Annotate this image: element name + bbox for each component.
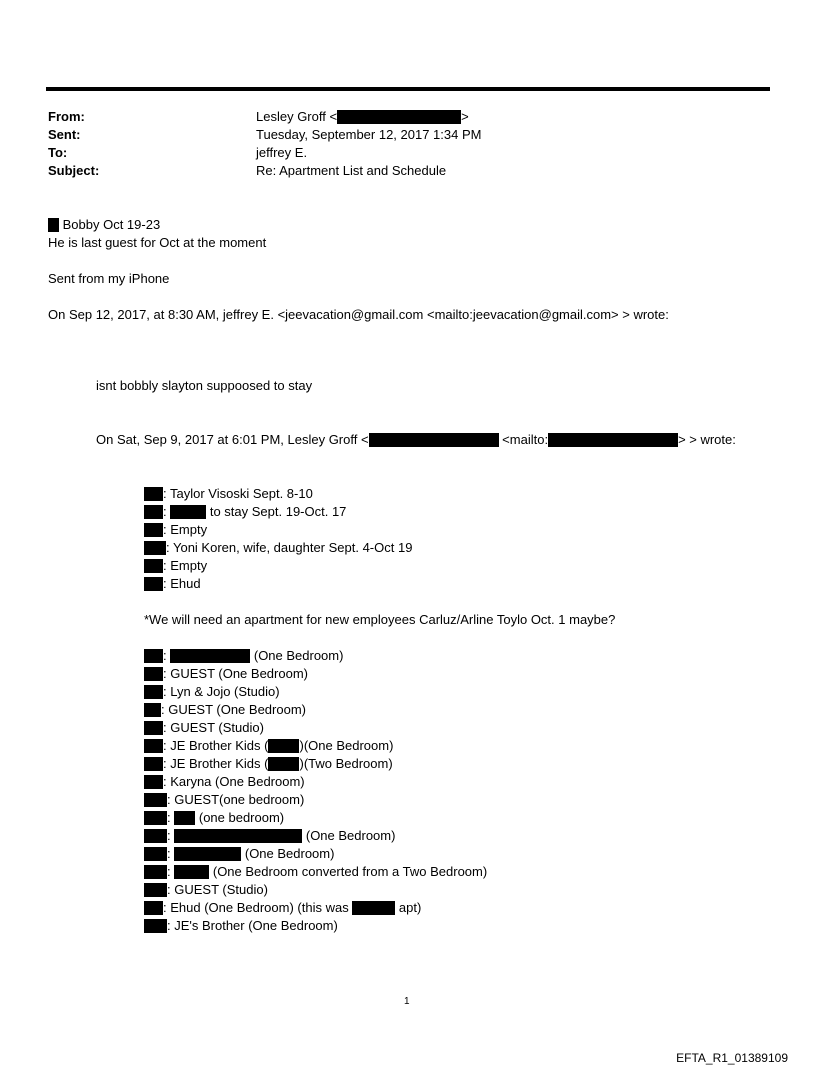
apartment-line: : (One Bedroom) — [144, 647, 343, 665]
from-value: Lesley Groff < > — [256, 109, 469, 124]
apartment-line: : Lyn & Jojo (Studio) — [144, 683, 280, 701]
apartment-line: : GUEST (One Bedroom) — [144, 665, 308, 683]
redaction — [174, 847, 241, 861]
apartment-line: : (one bedroom) — [144, 809, 284, 827]
redaction — [268, 739, 299, 753]
apartment-line: : GUEST(one bedroom) — [144, 791, 304, 809]
new-employees-note: *We will need an apartment for new employees Carluz/Arline Toylo Oct. 1 maybe? — [144, 612, 616, 627]
apartment-line: : GUEST (One Bedroom) — [144, 701, 306, 719]
redaction — [144, 847, 167, 861]
redaction — [144, 775, 163, 789]
subject-label: Subject: — [48, 163, 100, 178]
redaction — [144, 721, 163, 735]
redaction — [144, 865, 167, 879]
schedule-line: : to stay Sept. 19-Oct. 17 — [144, 503, 346, 521]
from-label: From: — [48, 109, 85, 124]
redaction — [352, 901, 395, 915]
redaction — [268, 757, 299, 771]
redaction — [170, 649, 250, 663]
schedule-line: : Empty — [144, 557, 207, 575]
redaction — [144, 523, 163, 537]
schedule-line: : Empty — [144, 521, 207, 539]
redaction — [144, 577, 163, 591]
redaction — [144, 793, 167, 807]
redaction — [144, 667, 163, 681]
reply-line-2: He is last guest for Oct at the moment — [48, 235, 267, 250]
redaction — [144, 919, 167, 933]
apartment-line: : GUEST (Studio) — [144, 719, 264, 737]
apartment-line: : Karyna (One Bedroom) — [144, 773, 305, 791]
redaction — [144, 703, 161, 717]
sent-label: Sent: — [48, 127, 81, 142]
page-number: 1 — [404, 996, 410, 1007]
to-label: To: — [48, 145, 68, 160]
redaction — [144, 487, 163, 501]
redaction — [144, 505, 163, 519]
schedule-line: : Yoni Koren, wife, daughter Sept. 4-Oct 19 — [144, 539, 412, 557]
subject-value: Re: Apartment List and Schedule — [256, 163, 447, 178]
redaction — [144, 829, 167, 843]
redaction — [144, 559, 163, 573]
apartment-line: : GUEST (Studio) — [144, 881, 268, 899]
apartment-line: : (One Bedroom converted from a Two Bedroom) — [144, 863, 487, 881]
redaction — [48, 218, 59, 232]
redaction — [174, 865, 209, 879]
apartment-line: : Ehud (One Bedroom) (this was apt) — [144, 899, 421, 917]
redaction — [170, 505, 206, 519]
apartment-line: : JE's Brother (One Bedroom) — [144, 917, 338, 935]
redaction — [369, 433, 499, 447]
redaction — [144, 685, 163, 699]
redaction — [144, 883, 167, 897]
redaction — [174, 811, 195, 825]
redaction — [144, 739, 163, 753]
quote2-header: On Sat, Sep 9, 2017 at 6:01 PM, Lesley Groff < <mailto: > > wrote: — [96, 432, 736, 447]
bates-number: EFTA_R1_01389109 — [676, 1051, 788, 1065]
redaction — [337, 110, 461, 124]
quote1-header: On Sep 12, 2017, at 8:30 AM, jeffrey E. <jeevacation@gmail.com <mailto:jeevacation@gmail.com> > wrote: — [48, 307, 669, 322]
reply-line-1: Bobby Oct 19-23 — [48, 216, 160, 234]
apartment-line: : JE Brother Kids ( )(Two Bedroom) — [144, 755, 393, 773]
to-value: jeffrey E. — [256, 145, 308, 160]
apartment-line: : (One Bedroom) — [144, 827, 395, 845]
signature: Sent from my iPhone — [48, 271, 170, 286]
redaction — [144, 757, 163, 771]
header-rule — [46, 87, 770, 91]
redaction — [144, 541, 166, 555]
apartment-line: : (One Bedroom) — [144, 845, 334, 863]
quote1-body: isnt bobbly slayton suppoosed to stay — [96, 378, 313, 393]
apartment-line: : JE Brother Kids ( )(One Bedroom) — [144, 737, 393, 755]
redaction — [144, 811, 167, 825]
schedule-line: : Taylor Visoski Sept. 8-10 — [144, 485, 313, 503]
redaction — [144, 901, 163, 915]
schedule-line: : Ehud — [144, 575, 201, 593]
redaction — [144, 649, 163, 663]
redaction — [174, 829, 302, 843]
redaction — [548, 433, 678, 447]
sent-value: Tuesday, September 12, 2017 1:34 PM — [256, 127, 482, 142]
